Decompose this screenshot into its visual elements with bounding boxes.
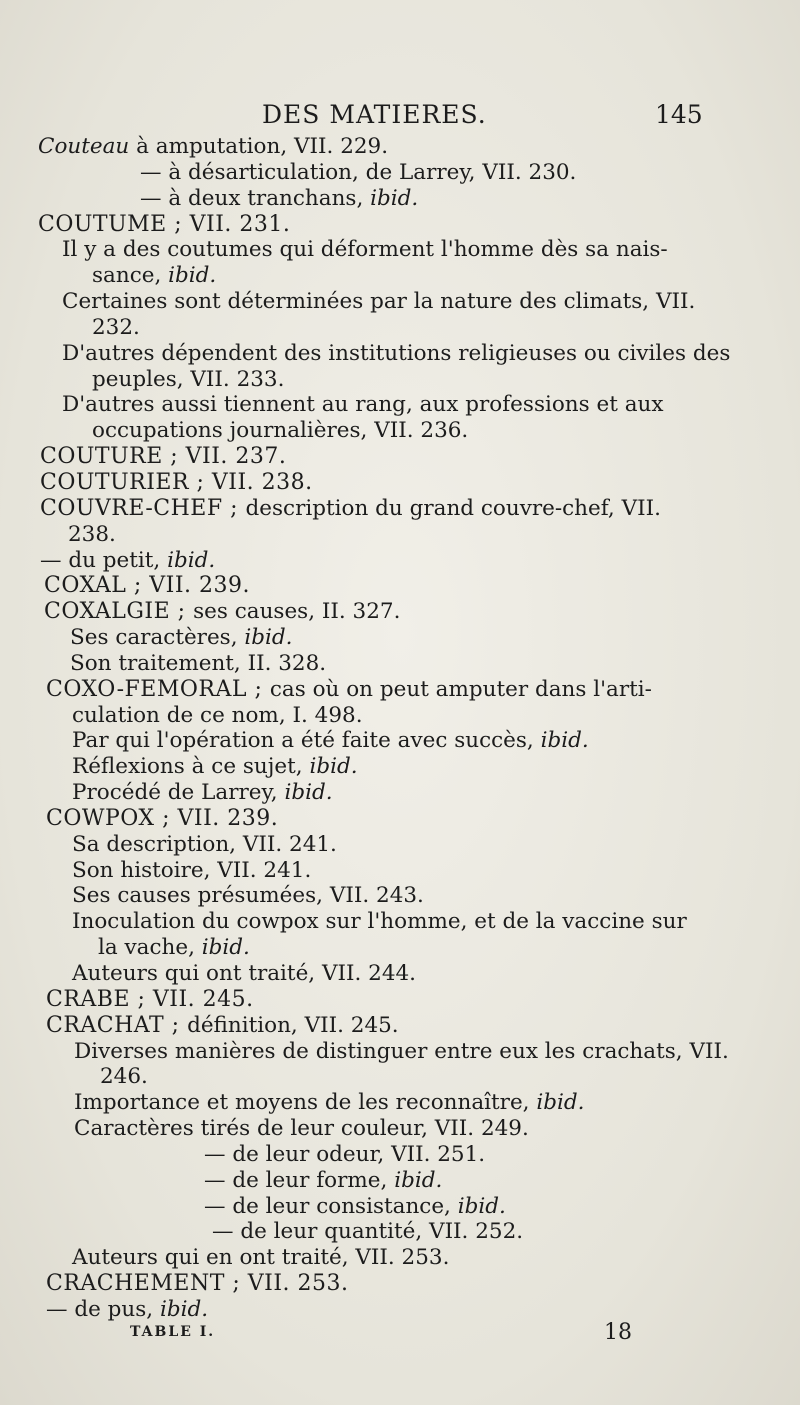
italic-ref: ibid. — [244, 625, 293, 651]
index-line — [0, 263, 800, 289]
index-line-text — [72, 754, 358, 780]
index-line-text — [46, 1271, 349, 1297]
entry-text: — de leur forme, — [204, 1167, 395, 1193]
index-line-text — [62, 237, 668, 263]
index-line — [0, 160, 800, 186]
entry-text: Ses causes présumées, VII. 243. — [72, 883, 424, 909]
index-line — [0, 573, 800, 599]
index-line — [0, 212, 800, 238]
entry-text: — de pus, — [46, 1296, 160, 1322]
entry-text: D'autres aussi tiennent au rang, aux professions et aux — [62, 392, 664, 418]
index-line-text — [46, 806, 278, 832]
entry-text: Auteurs qui en ont traité, VII. 253. — [72, 1245, 450, 1271]
index-line — [0, 935, 800, 961]
index-line — [0, 728, 800, 754]
index-line — [0, 1090, 800, 1116]
index-line-text — [40, 548, 215, 574]
index-line — [0, 806, 800, 832]
italic-ref: ibid. — [457, 1193, 506, 1219]
entry-text: Son histoire, VII. 241. — [72, 857, 312, 883]
index-line-text — [62, 341, 730, 367]
index-line-text — [72, 1245, 449, 1271]
entry-text: Il y a des coutumes qui déforment l'homme dès sa nais- — [62, 237, 668, 263]
index-line — [0, 832, 800, 858]
index-line — [0, 625, 800, 651]
italic-ref: ibid. — [370, 185, 419, 211]
index-line — [0, 237, 800, 263]
entry-headword: COXO-FEMORAL ; — [46, 676, 270, 702]
entry-text: sance, — [92, 263, 169, 289]
index-line — [0, 496, 800, 522]
entry-text: définition, VII. 245. — [187, 1012, 399, 1038]
entry-text: — de leur odeur, VII. 251. — [204, 1141, 486, 1167]
entry-text: Importance et moyens de les reconnaître, — [74, 1090, 537, 1116]
italic-ref: Couteau — [38, 134, 130, 159]
index-line — [0, 367, 800, 393]
index-line — [0, 444, 800, 470]
entry-text: 238. — [68, 521, 116, 547]
index-line-text — [74, 1090, 584, 1116]
index-line — [0, 1194, 800, 1220]
entry-text: 246. — [100, 1064, 148, 1090]
index-line — [0, 1142, 800, 1168]
signature-mark: TABLE I. — [130, 1324, 216, 1340]
index-line-text — [72, 728, 589, 754]
entry-text: Réflexions à ce sujet, — [72, 754, 310, 780]
index-line-text — [46, 1297, 208, 1323]
index-line-text — [204, 1194, 506, 1220]
index-line-text — [92, 418, 468, 444]
index-line — [0, 703, 800, 729]
entry-text: cas où on peut amputer dans l'arti- — [269, 676, 652, 702]
index-line-text — [38, 134, 388, 160]
index-line-text — [40, 470, 313, 496]
index-line-text — [140, 186, 418, 212]
italic-ref: ibid. — [167, 547, 216, 573]
index-line-text — [40, 444, 286, 470]
entry-text: la vache, — [98, 935, 202, 961]
index-line — [0, 134, 800, 160]
entry-text: à amputation, VII. 229. — [129, 134, 389, 159]
index-line-text — [38, 212, 290, 238]
index-line — [0, 1013, 800, 1039]
index-line-text — [72, 858, 311, 884]
entry-text: occupations journalières, VII. 236. — [92, 418, 469, 444]
italic-ref: ibid. — [284, 780, 333, 806]
entry-text: Son traitement, II. 328. — [70, 650, 327, 676]
index-line — [0, 418, 800, 444]
index-line — [0, 599, 800, 625]
index-line-text — [212, 1219, 523, 1245]
entry-text: peuples, VII. 233. — [92, 366, 285, 392]
italic-ref: ibid. — [540, 728, 589, 754]
italic-ref: ibid. — [201, 935, 250, 961]
running-header — [0, 100, 800, 134]
index-line — [0, 858, 800, 884]
italic-ref: ibid. — [536, 1090, 585, 1116]
index-line — [0, 883, 800, 909]
index-entries — [0, 134, 800, 1323]
index-line-text — [62, 392, 664, 418]
italic-ref: ibid. — [159, 1296, 209, 1322]
index-line-text — [46, 677, 652, 703]
index-line-text — [70, 625, 293, 651]
index-line-text — [140, 160, 576, 186]
entry-text: Procédé de Larrey, — [72, 780, 285, 806]
entry-text: culation de ce nom, I. 498. — [72, 702, 363, 728]
index-line — [0, 1297, 800, 1323]
entry-headword: COUTUME ; VII. 231. — [38, 211, 291, 237]
index-line-text — [44, 573, 250, 599]
page-footer — [0, 1320, 800, 1350]
entry-text: — du petit, — [40, 547, 168, 573]
entry-text: D'autres dépendent des institutions religieuses ou civiles des — [62, 340, 731, 366]
entry-text: Inoculation du cowpox sur l'homme, et de la vaccine sur — [72, 909, 687, 935]
index-line-text — [100, 1064, 148, 1090]
running-title: DES MATIERES. — [262, 100, 487, 129]
index-line — [0, 1116, 800, 1142]
entry-headword: COWPOX ; VII. 239. — [46, 805, 279, 831]
index-line — [0, 651, 800, 677]
entry-text: Par qui l'opération a été faite avec succès, — [72, 728, 541, 754]
entry-text: — à deux tranchans, — [140, 185, 371, 211]
entry-headword: COUVRE-CHEF ; — [40, 495, 246, 521]
entry-text: Certaines sont déterminées par la nature des climats, VII. — [62, 289, 696, 315]
index-line — [0, 289, 800, 315]
index-line-text — [46, 987, 254, 1013]
index-line — [0, 392, 800, 418]
index-line-text — [204, 1168, 442, 1194]
entry-headword: COXALGIE ; — [44, 599, 194, 625]
italic-ref: ibid. — [309, 754, 358, 780]
index-line-text — [98, 935, 250, 961]
index-line-text — [44, 599, 400, 625]
entry-text: — de leur quantité, VII. 252. — [212, 1219, 524, 1245]
index-line-text — [92, 367, 284, 393]
index-line — [0, 1271, 800, 1297]
index-line — [0, 548, 800, 574]
index-line-text — [74, 1116, 529, 1142]
italic-ref: ibid. — [394, 1167, 443, 1193]
index-line — [0, 677, 800, 703]
index-line — [0, 341, 800, 367]
entry-headword: COUTURE ; VII. 237. — [40, 444, 287, 470]
index-line-text — [72, 703, 363, 729]
index-line-text — [72, 961, 416, 987]
page-number: 145 — [655, 100, 703, 129]
entry-text: — de leur consistance, — [204, 1193, 458, 1219]
sheet-number: 18 — [604, 1320, 632, 1345]
index-line-text — [46, 1013, 399, 1039]
index-line-text — [92, 263, 216, 289]
index-line — [0, 780, 800, 806]
entry-text: Sa description, VII. 241. — [72, 831, 337, 857]
entry-headword: COUTURIER ; VII. 238. — [40, 469, 313, 495]
entry-text: ses causes, II. 327. — [193, 599, 401, 625]
index-line-text — [74, 1039, 729, 1065]
italic-ref: ibid. — [168, 263, 217, 289]
index-line-text — [72, 909, 687, 935]
entry-text: 232. — [92, 314, 140, 340]
entry-headword: CRACHAT ; — [46, 1012, 188, 1038]
index-line — [0, 961, 800, 987]
index-line-text — [204, 1142, 485, 1168]
index-line — [0, 470, 800, 496]
index-line — [0, 909, 800, 935]
index-line — [0, 522, 800, 548]
index-line — [0, 1168, 800, 1194]
entry-headword: CRABE ; VII. 245. — [46, 986, 254, 1012]
index-line-text — [72, 832, 337, 858]
entry-text: description du grand couvre-chef, VII. — [245, 495, 661, 521]
index-line-text — [70, 651, 326, 677]
index-line — [0, 1245, 800, 1271]
entry-text: Auteurs qui ont traité, VII. 244. — [72, 961, 417, 986]
entry-text: Ses caractères, — [70, 625, 245, 651]
entry-text: Caractères tirés de leur couleur, VII. 249. — [74, 1116, 529, 1142]
index-line — [0, 987, 800, 1013]
index-line — [0, 754, 800, 780]
entry-headword: COXAL ; VII. 239. — [44, 573, 250, 599]
entry-text: — à désarticulation, de Larrey, VII. 230. — [140, 159, 577, 185]
index-line — [0, 1219, 800, 1245]
index-line-text — [40, 496, 661, 522]
index-line — [0, 1064, 800, 1090]
entry-headword: CRACHEMENT ; VII. 253. — [46, 1271, 349, 1297]
index-line — [0, 315, 800, 341]
index-line — [0, 1039, 800, 1065]
index-line — [0, 186, 800, 212]
index-line-text — [92, 315, 140, 341]
index-line-text — [72, 883, 424, 909]
index-line-text — [72, 780, 333, 806]
index-line-text — [62, 289, 695, 315]
entry-text: Diverses manières de distinguer entre eux les crachats, VII. — [74, 1038, 729, 1064]
index-line-text — [68, 522, 116, 548]
